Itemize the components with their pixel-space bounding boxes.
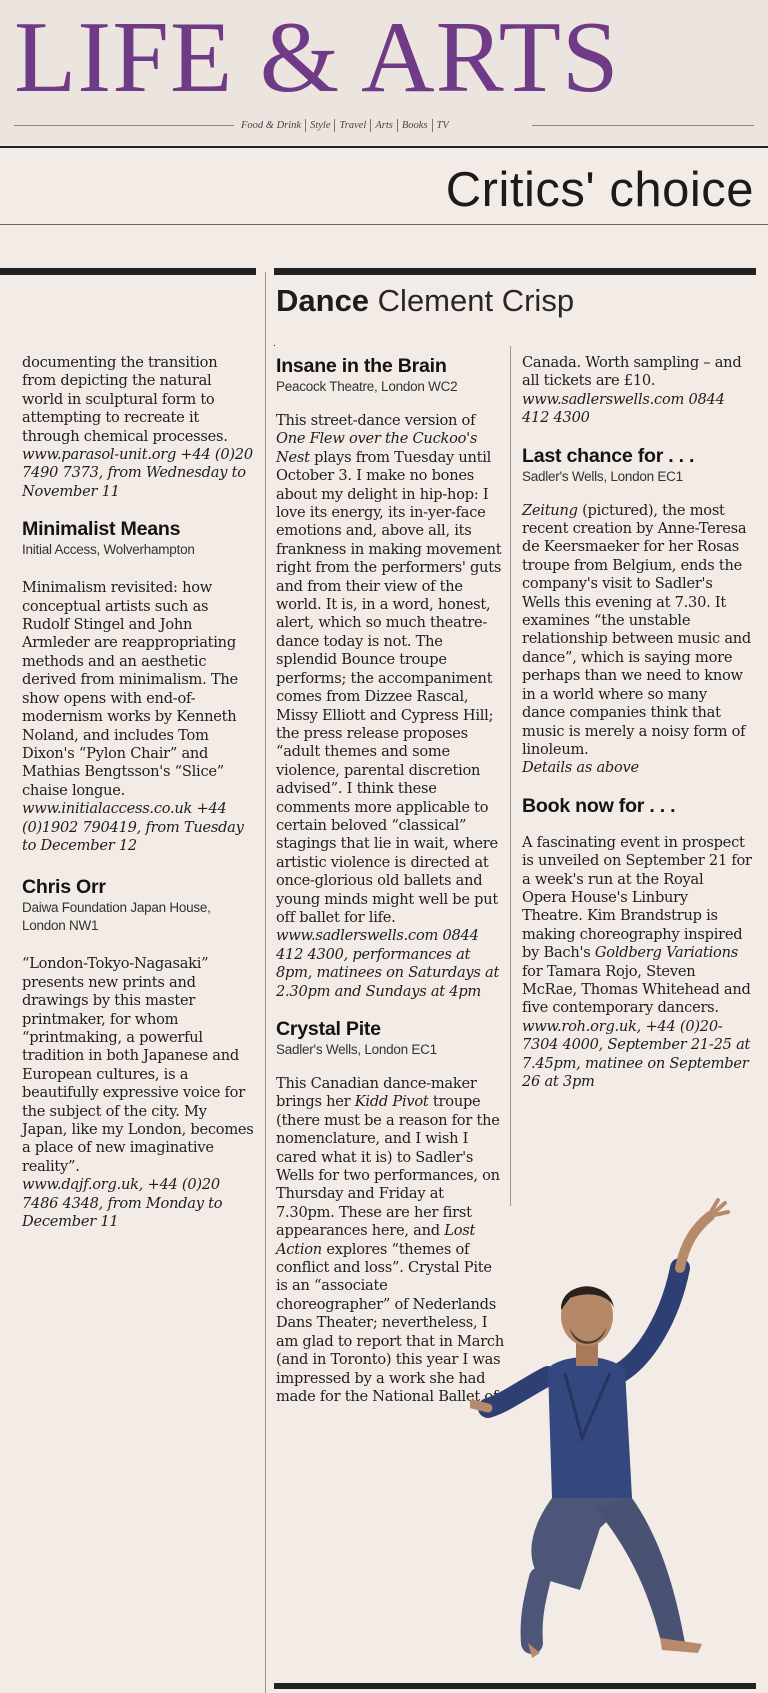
article-body: Minimalism revisited: how conceptual artists such as Rudolf Stingel and John Armleder are reappropriating methods and an aesthetic derived from minimalism. The show opens with end-of-modernism works by Kenneth Noland, and includes Tom Dixon's “Pylon Chair” and Mathias Bengtsson's “Slice” chaise longue.	[22, 579, 238, 799]
nav-food-drink[interactable]: Food & Drink	[241, 120, 302, 131]
column-divider-1	[265, 272, 266, 1693]
article-info: www.roh.org.uk, +44 (0)20-7304 4000, September 21-25 at 7.45pm, matinee on September 26 at 3pm	[522, 1017, 751, 1090]
spacer	[274, 345, 275, 346]
nav-rule-left	[14, 125, 234, 126]
article-venue: Sadler's Wells, London EC1	[522, 468, 683, 484]
article-info: www.dajf.org.uk, +44 (0)20 7486 4348, from Monday to December 11	[22, 1176, 223, 1231]
article-info: www.initialaccess.co.uk +44 (0)1902 790419, from Tuesday to December 12	[22, 800, 244, 854]
section-heading	[276, 282, 574, 320]
article-info: www.sadlerswells.com 0844 412 4300, performances at 8pm, matinees on Saturdays at 2.30pm and Sundays at 4pm	[276, 927, 500, 1000]
article-title-book-now: Book now for . . .	[522, 794, 676, 817]
article-body: “London-Tokyo-Nagasaki” presents new prints and drawings by this master printmaker, for whom “printmaking, a powerful tradition in both Japanese and European cultures, is a beautifully expressive voice for the subject of the city. My Japan, like my London, becomes a place of new imaginative reality”.	[22, 955, 254, 1175]
article-body: A fascinating event in prospect is unveiled on September 21 for a week's run at the Royal Opera House's Linbury Theatre. Kim Brandstrup is making choreography inspired by Bach's Goldberg Variations for Tamara Rojo, Steven McRae, Thomas Whitehead and five contemporary dancers.	[522, 833, 752, 1017]
nav-arts[interactable]: Arts	[375, 120, 393, 131]
masthead	[0, 0, 768, 145]
heading-rule	[0, 224, 768, 225]
article-venue: Sadler's Wells, London EC1	[276, 1042, 437, 1057]
masthead-title: LIFE & ARTS	[14, 1, 620, 114]
nav-rule-right	[532, 125, 754, 126]
column-3	[522, 354, 752, 1091]
article-title-crystal-pite: Crystal Pite	[276, 1018, 381, 1040]
col1-intro: documenting the transition from depicting the natural world in sculptural form to attempting to recreate it through chemical processes.	[22, 354, 228, 445]
nav-travel[interactable]: Travel	[339, 120, 367, 131]
col1-top-bar	[0, 268, 256, 275]
nav-books[interactable]: Books	[401, 120, 428, 131]
page-bottom-bar	[274, 1683, 756, 1689]
article-venue: Peacock Theatre, London WC2	[276, 379, 458, 394]
article-body: This Canadian dance-maker brings her Kidd Pivot troupe (there must be a reason for the nomenclature, and I wish I cared what it is) to Sadler's Wells for two performances, on Thursday and Friday at 7.30pm. These are her first appearances here, and Lost Action explores “themes of conflict and loss”. Crystal Pite is an “associate choreographer” of Nederlands Dans Theater; nevertheless, I am glad to report that in March (and in Toronto) this year I was impressed by a work she had made for the National Ballet of	[276, 1075, 504, 1405]
masthead-rule	[0, 146, 768, 148]
col1-intro-info: www.parasol-unit.org +44 (0)20 7490 7373, from Wednesday to November 11	[22, 446, 253, 500]
col3-intro: Canada. Worth sampling – and all tickets are £10.	[522, 354, 742, 390]
article-title-chris-orr: Chris Orr	[22, 876, 106, 899]
nav-tv[interactable]: TV	[436, 120, 449, 131]
section-nav	[238, 118, 452, 134]
nav-style[interactable]: Style	[310, 120, 331, 131]
section-name: Dance	[276, 283, 370, 318]
article-body: Zeitung (pictured), the most recent creation by Anne-Teresa de Keersmaeker for her Rosas troupe from Belgium, ends the company's visit to Sadler's Wells this evening at 7.30. It examines “the unstable relationship between music and dance”, which is saying more perhaps than we need to know in a world where so many dance companies think that music is merely a noisy form of linoleum.	[522, 501, 752, 758]
article-info: Details as above	[522, 759, 639, 777]
page-heading: Critics' choice	[445, 163, 754, 217]
column-1	[22, 354, 254, 1231]
dancer-photo	[470, 1198, 735, 1663]
article-title-last-chance: Last chance for . . .	[522, 444, 695, 467]
col2-top-bar	[274, 268, 756, 275]
article-body: This street-dance version of One Flew over the Cuckoo's Nest plays from Tuesday until October 3. I make no bones about my delight in hip-hop: I love its energy, its in-yer-face emotions and, above all, its frankness in making movement right from the performers' guts and from their view of the world. It is, in a word, honest, alert, which so much theatre-dance today is not. The splendid Bounce troupe performs; the accompaniment comes from Dizzee Rascal, Missy Elliott and Cypress Hill; the press release proposes “adult themes and some violence, parental discretion advised”. I think these comments more applicable to certain beloved “classical” stagings that lie in wait, where artistic violence is directed at once-glorious old ballets and young minds might well be put off ballet for life.	[276, 412, 502, 926]
article-venue: Daiwa Foundation Japan House, London NW1	[22, 900, 211, 934]
article-venue: Initial Access, Wolverhampton	[22, 542, 195, 558]
article-title-insane-in-the-brain: Insane in the Brain	[276, 355, 447, 377]
col3-intro-info: www.sadlerswells.com 0844 412 4300	[522, 390, 725, 427]
column-divider-2	[510, 346, 511, 1206]
critic-name: Clement Crisp	[377, 283, 575, 318]
article-title-minimalist-means: Minimalist Means	[22, 518, 181, 541]
